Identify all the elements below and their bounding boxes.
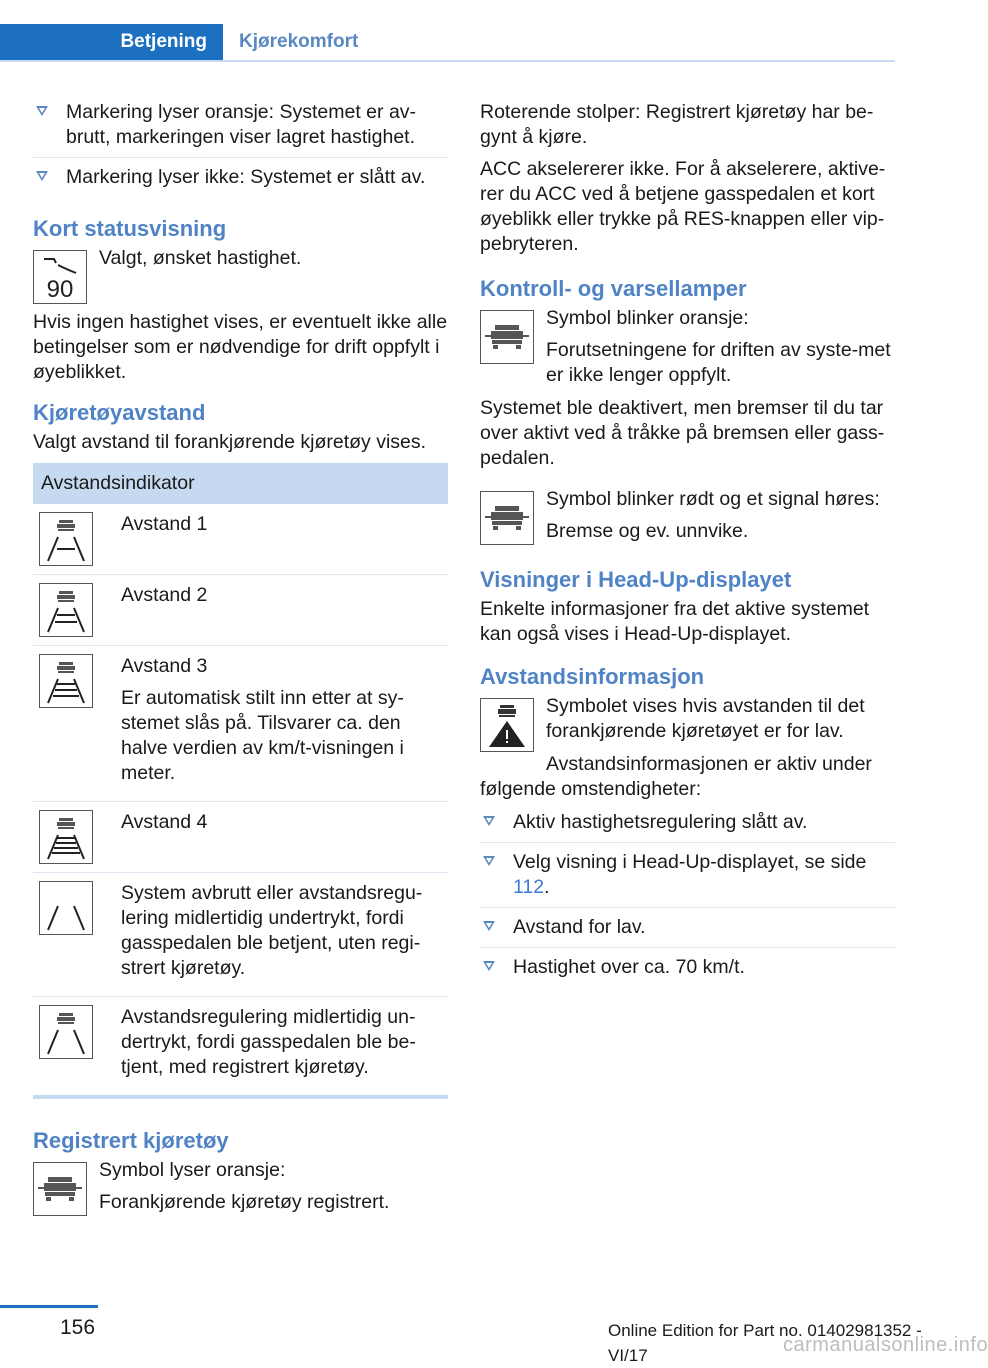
table-row: Avstand 4 bbox=[33, 802, 448, 873]
distance-suppressed-icon bbox=[39, 1005, 93, 1059]
speed-90-icon bbox=[33, 250, 87, 304]
heading-kjoretoyavstand: Kjøretøyavstand bbox=[33, 400, 206, 425]
bullet-triangle-icon bbox=[483, 921, 495, 931]
distance-warning-icon bbox=[480, 698, 534, 752]
distance-1-icon bbox=[39, 512, 93, 566]
distance-3-icon bbox=[39, 654, 93, 708]
heading-avstandsinformasjon: Avstandsinformasjon bbox=[480, 664, 705, 689]
distance-info-conditions: Avstandsinformasjonen er aktiv under følgende omstendigheter: bbox=[480, 753, 872, 800]
table-row: Avstand 3 Er automatisk stilt inn etter at sy-stemet slås på. Tilsvarer ca. den halve verdien av km/t-visningen i meter. bbox=[33, 646, 448, 802]
registrert-row: Symbol lyser oransje: Forankjørende kjøretøy registrert. bbox=[33, 1158, 448, 1215]
watermark: carmanualsonline.info bbox=[783, 1334, 988, 1356]
bullet-triangle-icon bbox=[36, 106, 48, 116]
footer-rule bbox=[0, 1305, 98, 1308]
left-column bbox=[33, 100, 448, 1223]
vehicle-detected-icon bbox=[33, 1162, 87, 1216]
list-item: Avstand for lav. bbox=[480, 915, 895, 948]
table-row: System avbrutt eller avstandsregu-lering midlertidig undertrykt, fordi gasspedalen ble betjent, uten regi-strert kjøretøy. bbox=[33, 873, 448, 997]
table-row: Avstand 1 bbox=[33, 504, 448, 575]
right-column bbox=[480, 100, 895, 994]
list-item: Velg visning i Head-Up-displayet, se side 112. bbox=[480, 850, 895, 908]
bullet-triangle-icon bbox=[36, 171, 48, 181]
kort-status-row bbox=[33, 246, 448, 302]
kort-text: Valgt, ønsket hastighet. bbox=[99, 247, 302, 269]
table-row: Avstandsregulering midlertidig un-dertrykt, fordi gasspedalen ble be-tjent, med registrert kjøretøy. bbox=[33, 997, 448, 1098]
kort-paragraph: Hvis ingen hastighet vises, er eventuelt ikke alle betingelser som er nødvendige for drift oppfylt i øyeblikket. bbox=[33, 311, 448, 383]
acc-text: ACC akselererer ikke. For å akselerere, aktive-rer du ACC ved å betjene gasspedalen et kort øyeblikk eller trykke på RES-knappen eller vip-pebryteren. bbox=[480, 158, 886, 255]
heading-kort-statusvisning: Kort statusvisning bbox=[33, 216, 227, 241]
heading-head-up-display: Visninger i Head-Up-displayet bbox=[480, 567, 792, 592]
distance-2-icon bbox=[39, 583, 93, 637]
warning-orange-row: Symbol blinker oransje: Forutsetningene for driften av syste-met er ikke lenger oppfylt. bbox=[480, 306, 895, 388]
table-row: Avstand 2 bbox=[33, 575, 448, 646]
avstand-intro: Valgt avstand til forankjørende kjøretøy vises. bbox=[33, 431, 427, 453]
conditions-bullets bbox=[480, 810, 895, 987]
list-item: Hastighet over ca. 70 km/t. bbox=[480, 955, 895, 987]
page-link[interactable]: 112 bbox=[513, 876, 545, 898]
svg-text:90: 90 bbox=[46, 276, 74, 303]
heading-registrert-kjoretoy: Registrert kjøretøy bbox=[33, 1128, 229, 1153]
hud-text: Enkelte informasjoner fra det aktive systemet kan også vises i Head-Up-displayet. bbox=[480, 598, 870, 645]
distance-info-row: Symbolet vises hvis avstanden til det forankjørende kjøretøyet er for lav. bbox=[480, 694, 895, 750]
deactivated-text: Systemet ble deaktivert, men bremser til du tar over aktivt ved å tråkke på bremsen eller gass-pedalen. bbox=[480, 397, 885, 469]
distance-4-icon bbox=[39, 810, 93, 864]
vehicle-alarm-icon bbox=[480, 491, 534, 545]
bullet-triangle-icon bbox=[483, 961, 495, 971]
table-header: Avstandsindikator bbox=[33, 463, 448, 504]
heading-kontroll-varsellamper: Kontroll- og varsellamper bbox=[480, 276, 747, 301]
warning-red-row: Symbol blinker rødt og et signal høres: Bremse og ev. unnvike. bbox=[480, 487, 895, 544]
list-item: Markering lyser oransje: Systemet er av-brutt, markeringen viser lagret hastighet. bbox=[33, 100, 448, 158]
list-item: Markering lyser ikke: Systemet er slått av. bbox=[33, 165, 448, 197]
tab-betjening[interactable]: Betjening bbox=[0, 24, 223, 60]
page-number: 156 bbox=[60, 1316, 96, 1339]
bullet-triangle-icon bbox=[483, 816, 495, 826]
edition-text: Online Edition for Part no. 01402981352 - VI/17 bbox=[608, 1321, 922, 1365]
list-item: Aktiv hastighetsregulering slått av. bbox=[480, 810, 895, 843]
distance-table bbox=[33, 463, 448, 1099]
header-tab-bar bbox=[0, 24, 895, 62]
vehicle-warning-icon bbox=[480, 310, 534, 364]
bullet-triangle-icon bbox=[483, 856, 495, 866]
distance-off-icon bbox=[39, 881, 93, 935]
tab-kjorekomfort[interactable]: Kjørekomfort bbox=[239, 31, 359, 52]
rotating-bars-text: Roterende stolper: Registrert kjøretøy har be-gynt å kjøre. bbox=[480, 101, 874, 148]
status-bullets bbox=[33, 100, 448, 197]
